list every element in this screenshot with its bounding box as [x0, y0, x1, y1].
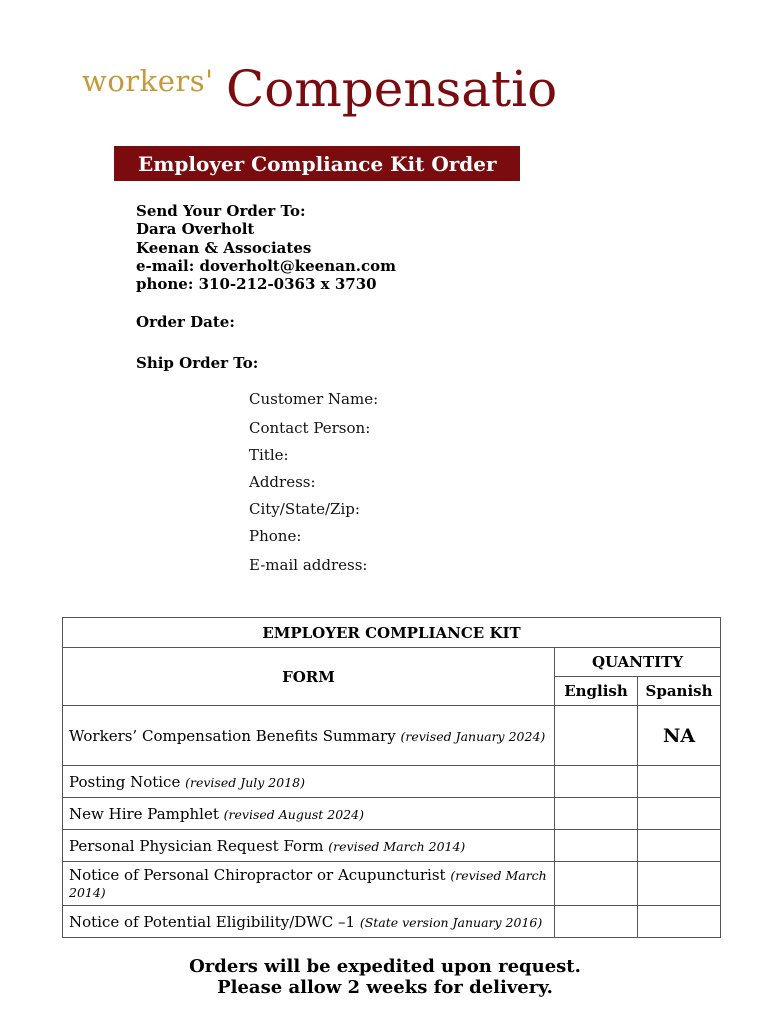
form-name: New Hire Pamphlet	[69, 804, 219, 823]
english-quantity-cell[interactable]	[555, 798, 638, 830]
title-banner	[114, 146, 520, 181]
title-label: Title:	[249, 446, 289, 464]
table-row	[63, 706, 721, 766]
form-revision: (revised August 2024)	[223, 806, 364, 822]
form-revision: (revised March 2014)	[328, 838, 466, 854]
send-order-to-block	[136, 202, 396, 293]
english-quantity-cell[interactable]	[555, 706, 638, 766]
address-label: Address:	[249, 473, 316, 491]
spanish-quantity-cell[interactable]	[638, 862, 721, 906]
table-row	[63, 766, 721, 798]
english-column-header: English	[555, 677, 638, 706]
form-revision: (revised March 2014)	[69, 867, 547, 900]
form-revision: (revised July 2018)	[185, 774, 305, 790]
footer-note	[0, 956, 770, 998]
english-quantity-cell[interactable]	[555, 862, 638, 906]
compliance-kit-table	[62, 617, 721, 938]
contact-name: Dara Overholt	[136, 220, 255, 239]
quantity-column-header: QUANTITY	[555, 648, 721, 677]
form-column-header: FORM	[63, 648, 555, 706]
form-revision: (revised January 2024)	[400, 728, 546, 744]
ship-to-label: Ship Order To:	[136, 354, 259, 372]
table-row	[63, 830, 721, 862]
form-name-cell	[63, 766, 555, 798]
spanish-quantity-cell[interactable]	[638, 830, 721, 862]
spanish-quantity-cell[interactable]	[638, 798, 721, 830]
spanish-quantity-cell[interactable]	[638, 906, 721, 938]
logo-workers-text: workers'	[82, 64, 214, 98]
contact-email: e-mail: doverholt@keenan.com	[136, 256, 396, 275]
email-label: E-mail address:	[249, 556, 368, 574]
form-name-cell	[63, 906, 555, 938]
phone-label: Phone:	[249, 527, 302, 545]
spanish-quantity-cell[interactable]	[638, 766, 721, 798]
contact-person-label: Contact Person:	[249, 419, 371, 437]
form-name-cell	[63, 798, 555, 830]
form-name: Workers’ Compensation Benefits Summary	[69, 726, 396, 745]
customer-name-label: Customer Name:	[249, 390, 379, 408]
form-name-cell	[63, 706, 555, 766]
order-date-label: Order Date:	[136, 313, 235, 331]
footer-line-1: Orders will be expedited upon request.	[189, 956, 581, 977]
contact-company: Keenan & Associates	[136, 238, 312, 257]
form-name-cell	[63, 862, 555, 906]
contact-phone: phone: 310-212-0363 x 3730	[136, 275, 377, 294]
table-title: EMPLOYER COMPLIANCE KIT	[63, 618, 721, 648]
form-name: Notice of Potential Eligibility/DWC –1	[69, 912, 356, 931]
table-row	[63, 906, 721, 938]
table-row	[63, 798, 721, 830]
spanish-column-header: Spanish	[638, 677, 721, 706]
form-name: Posting Notice	[69, 772, 181, 791]
english-quantity-cell[interactable]	[555, 766, 638, 798]
table-row	[63, 862, 721, 906]
english-quantity-cell[interactable]	[555, 830, 638, 862]
send-to-heading: Send Your Order To:	[136, 202, 306, 220]
form-name: Personal Physician Request Form	[69, 836, 324, 855]
form-name-cell	[63, 830, 555, 862]
footer-line-2: Please allow 2 weeks for delivery.	[217, 977, 553, 998]
form-revision: (State version January 2016)	[359, 914, 543, 930]
logo-compensation-text: Compensatio	[226, 60, 558, 118]
form-name: Notice of Personal Chiropractor or Acupuncturist	[69, 865, 446, 884]
english-quantity-cell[interactable]	[555, 906, 638, 938]
city-state-zip-label: City/State/Zip:	[249, 500, 360, 518]
page-title: Employer Compliance Kit Order	[138, 151, 497, 176]
spanish-quantity-cell: NA	[638, 706, 721, 766]
